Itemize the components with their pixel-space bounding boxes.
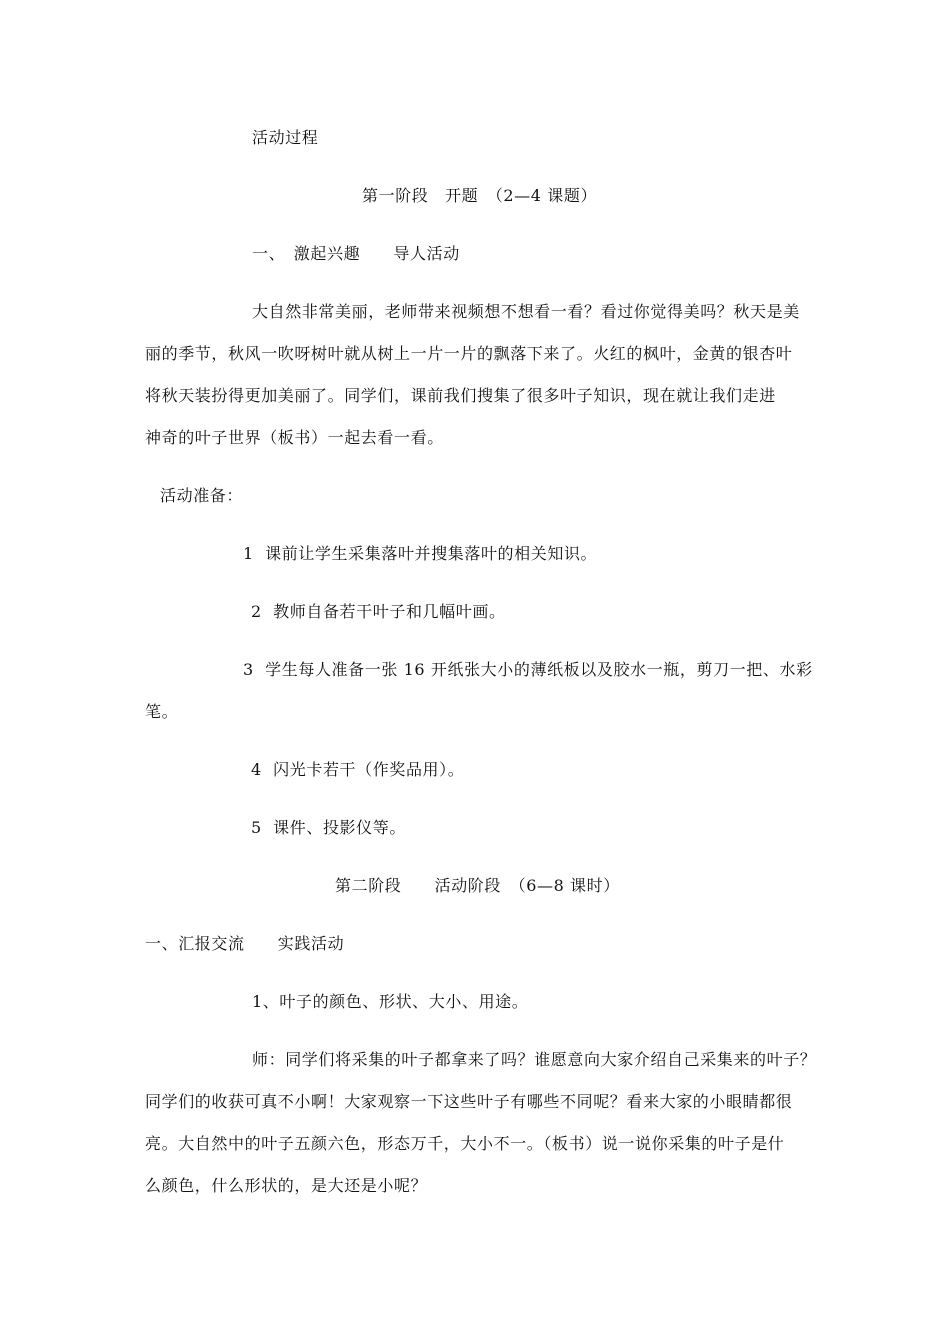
prep-item: 5 课件、投影仪等。 [251, 818, 406, 837]
teacher-paragraph-line: 师：同学们将采集的叶子都拿来了吗？谁愿意向大家介绍自己采集来的叶子？ [252, 1050, 817, 1069]
intro-paragraph-line: 大自然非常美丽，老师带来视频想不想看一看？看过你觉得美吗？秋天是美 [252, 302, 800, 321]
prep-item: 4 闪光卡若干（作奖品用）。 [251, 760, 465, 779]
subsection1-heading: 1、叶子的颜色、形状、大小、用途。 [252, 992, 529, 1011]
teacher-paragraph-line: 么颜色，什么形状的，是大还是小呢？ [145, 1176, 428, 1195]
prep-item: 2 教师自备若干叶子和几幅叶画。 [251, 602, 506, 621]
prep-item-continuation: 笔。 [145, 702, 179, 721]
section2-heading: 一、汇报交流 实践活动 [145, 934, 345, 953]
intro-paragraph-line: 神奇的叶子世界（板书）一起去看一看。 [145, 428, 444, 447]
stage2-title: 第二阶段 活动阶段 （6—8 课时） [335, 876, 620, 895]
prep-item: 3 学生每人准备一张 16 开纸张大小的薄纸板以及胶水一瓶，剪刀一把、水彩 [243, 660, 813, 679]
intro-paragraph-line: 丽的季节，秋风一吹呀树叶就从树上一片一片的飘落下来了。火红的枫叶，金黄的银杏叶 [145, 344, 793, 363]
teacher-paragraph-line: 同学们的收获可真不小啊！大家观察一下这些叶子有哪些不同呢？看来大家的小眼睛都很 [145, 1092, 793, 1111]
section1-heading: 一、 激起兴趣 导人活动 [252, 244, 460, 263]
teacher-paragraph-line: 亮。大自然中的叶子五颜六色，形态万千，大小不一。（板书）说一说你采集的叶子是什 [145, 1134, 785, 1153]
prep-heading: 活动准备： [160, 486, 244, 505]
prep-item: 1 课前让学生采集落叶并搜集落叶的相关知识。 [243, 544, 598, 563]
process-heading: 活动过程 [252, 128, 319, 147]
stage1-title: 第一阶段 开题 （2—4 课题） [362, 186, 598, 205]
intro-paragraph-line: 将秋天装扮得更加美丽了。同学们，课前我们搜集了很多叶子知识，现在就让我们走进 [145, 386, 776, 405]
